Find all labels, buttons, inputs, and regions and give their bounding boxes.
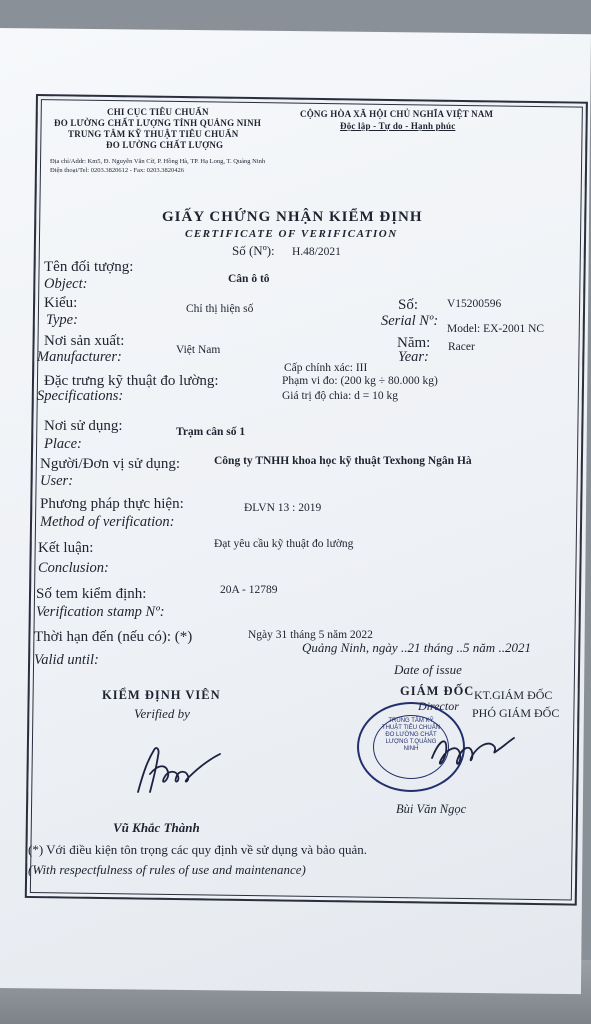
stamp-number-label-en: Verification stamp Nº: [36,604,165,620]
seal-text: TRUNG TÂM KỸ THUẬT TIÊU CHUẨN ĐO LƯỜNG CHẤT LƯỢNG T.QUẢNG NINH [381,718,441,752]
director-signature [428,728,518,778]
type-label: Kiểu: [44,295,78,311]
issue-date-label: Date of issue [394,662,462,677]
user-value: Công ty TNHH khoa học kỹ thuật Texhong Ngân Hà [214,455,472,467]
stamp-number-value: 20A - 12789 [220,584,278,596]
agency-phone: Điện thoại/Tel: 0203.3820612 - Fax: 0203.3820426 [50,167,185,174]
footnote-en: (With respectfulness of rules of use and maintenance) [28,862,306,877]
verifier-signature [130,740,230,800]
serial-label: Số: [398,297,419,313]
valid-label-en: Valid until: [34,652,99,668]
certificate-number: H.48/2021 [292,246,341,258]
deputy-line2: PHÓ GIÁM ĐỐC [472,706,560,720]
director-title: GIÁM ĐỐC [400,684,475,698]
serial-value: V15200596 [447,298,502,310]
manufacturer-label-en: Manufacturer: [37,349,122,365]
year-value: Racer [448,341,475,353]
agency-line2: ĐO LƯỜNG CHẤT LƯỢNG TỈNH QUẢNG NINH [54,118,262,128]
nation-title: CỘNG HÒA XÃ HỘI CHỦ NGHĨA VIỆT NAM [300,109,494,119]
user-label-en: User: [40,473,74,489]
verifier-title-en: Verified by [134,706,190,721]
year-label-en: Year: [398,349,429,365]
object-label-en: Object: [44,276,88,292]
agency-address: Địa chỉ/Addr: Km5, Đ. Nguyễn Văn Cừ, P. Hồng Hà, TP. Hạ Long, T. Quảng Ninh [50,158,266,165]
specs-label: Đặc trưng kỹ thuật đo lường: [44,373,219,389]
stamp-number-label: Số tem kiểm định: [36,586,147,602]
method-label-en: Method of verification: [40,514,175,530]
user-label: Người/Đơn vị sử dụng: [40,456,181,472]
method-label: Phương pháp thực hiện: [40,496,184,512]
place-value: Trạm cân số 1 [176,426,246,438]
footnote-vi: (*) Với điều kiện tôn trọng các quy định về sử dụng và bảo quản. [28,842,367,857]
certificate-number-label: Số (Nº): [232,243,275,258]
manufacturer-value: Việt Nam [176,344,221,356]
place-label: Nơi sử dụng: [44,418,123,434]
issue-place-date: Quảng Ninh, ngày ..21 tháng ..5 năm ..2021 [302,640,531,655]
certificate-title-en: CERTIFICATE OF VERIFICATION [185,228,398,240]
accuracy-value: Cấp chính xác: III [284,362,368,374]
deputy-line1: KT.GIÁM ĐỐC [474,688,553,702]
division-value: Giá trị độ chia: d = 10 kg [282,390,399,402]
type-label-en: Type: [46,312,78,328]
range-value: Phạm vi đo: (200 kg ÷ 80.000 kg) [282,375,438,387]
object-label: Tên đối tượng: [44,259,134,275]
year-label: Năm: [397,335,431,351]
certificate-title-vi: GIẤY CHỨNG NHẬN KIỂM ĐỊNH [162,209,423,225]
object-value: Cân ô tô [228,273,270,285]
agency-line4: ĐO LƯỜNG CHẤT LƯỢNG [106,140,224,150]
type-value: Chỉ thị hiện số [186,303,254,315]
conclusion-value: Đạt yêu cầu kỹ thuật đo lường [214,538,354,550]
place-label-en: Place: [44,436,82,452]
model-value: Model: EX-2001 NC [447,323,545,335]
specs-label-en: Specifications: [37,388,124,404]
agency-line1: CHI CỤC TIÊU CHUẨN [107,107,209,117]
agency-line3: TRUNG TÂM KỸ THUẬT TIÊU CHUẨN [68,129,239,139]
conclusion-label: Kết luận: [38,540,94,556]
valid-value: Ngày 31 tháng 5 năm 2022 [248,629,373,641]
conclusion-label-en: Conclusion: [38,560,109,576]
nation-motto: Độc lập - Tự do - Hạnh phúc [340,121,456,131]
manufacturer-label: Nơi sản xuất: [44,333,125,349]
method-value: ĐLVN 13 : 2019 [244,502,322,514]
verifier-name: Vũ Khắc Thành [113,820,200,835]
verifier-title: KIỂM ĐỊNH VIÊN [102,688,221,702]
serial-label-en: Serial Nº: [381,313,439,329]
director-name: Bùi Văn Ngọc [396,802,467,816]
director-title-en: Director [418,699,459,713]
valid-label: Thời hạn đến (nếu có): (*) [34,629,193,645]
